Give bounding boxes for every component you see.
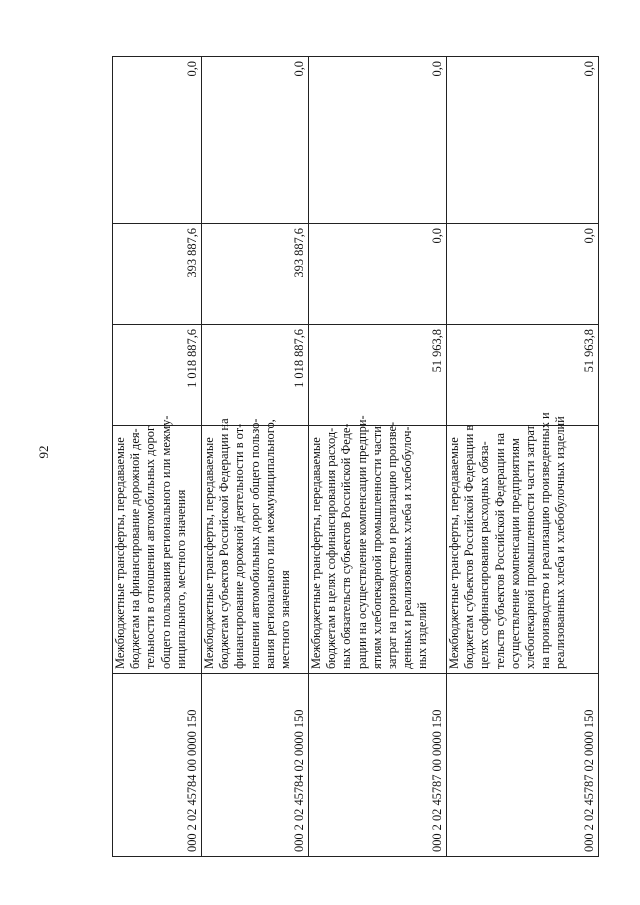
value-2019: 51 963,8 [309,325,447,426]
value-2021: 0,0 [309,57,447,224]
row-description [202,418,309,674]
description-line: ношении автомобильных дорог общего пользо- [247,418,262,669]
description-line: бюджетам субъектов Российской Федерации в [462,424,477,669]
budget-code: 000 2 02 45787 00 0000 150 [309,674,447,857]
value-2019: 1 018 887,6 [202,325,309,426]
value-2019: 51 963,8 [447,325,599,426]
description-line: целях софинансирования расходных обяза- [477,441,492,669]
description-line: осуществление компенсации предприятиям [507,438,522,669]
table-row [309,57,447,857]
row-description [447,412,599,674]
budget-code: 000 2 02 45784 02 0000 150 [202,674,309,857]
description-line: ных обязательств субъектов Российской Феде- [339,423,354,669]
row-description [113,415,202,674]
description-line: денных и реализованных хлеба и хлебобулоч- [400,426,415,669]
description-line: тельности в отношении автомобильных дорог [143,425,158,669]
description-line: Межбюджетные трансферты, передаваемые [202,437,216,669]
description-line: ных изделий [415,602,430,669]
description-line: общего пользования регионального или межму- [158,415,173,669]
value-2020: 393 887,6 [202,224,309,325]
budget-table-container [112,57,598,857]
table-row [113,57,202,857]
description-line: Межбюджетные трансферты, передаваемые [309,437,323,669]
value-2021: 0,0 [202,57,309,224]
value-2020: 393 887,6 [113,224,202,325]
description-line: реализованных хлеба и хлебобулочных изделий [553,416,568,669]
row-description [309,415,447,674]
value-2021: 0,0 [113,57,202,224]
description-line: финансирование дорожной деятельности в от- [232,423,247,669]
budget-code: 000 2 02 45784 00 0000 150 [113,674,202,857]
budget-code: 000 2 02 45787 02 0000 150 [447,674,599,857]
value-2020: 0,0 [447,224,599,325]
description-line: Межбюджетные трансферты, передаваемые [113,437,127,669]
description-line: затрат на производство и реализацию произве- [385,421,400,669]
description-line: бюджетам субъектов Российской Федерации на [217,418,232,669]
page-number: 92 [36,445,51,459]
description-line: хлебопекарной промышленности части затрат [523,425,538,669]
value-2020: 0,0 [309,224,447,325]
budget-table [112,56,599,857]
value-2021: 0,0 [447,57,599,224]
description-line: бюджетам в целях софинансирования расход- [324,427,339,669]
value-2019: 1 018 887,6 [113,325,202,426]
description-line: ниципального, местного значения [173,489,188,669]
description-line: Межбюджетные трансферты, передаваемые [447,437,461,669]
description-line: рации на осуществление компенсации предпри- [354,415,369,669]
table-row [447,57,599,857]
description-line: тельств субъектов Российской Федерации на [492,432,507,669]
description-line: ятиям хлебопекарной промышленности части [369,426,384,669]
description-line: на производство и реализацию произведенных и [538,412,553,669]
table-row [202,57,309,857]
description-line: вания регионального или межмуниципального, [262,419,277,669]
description-line: бюджетам на финансирование дорожной дея- [128,428,143,669]
description-line: местного значения [278,570,293,669]
